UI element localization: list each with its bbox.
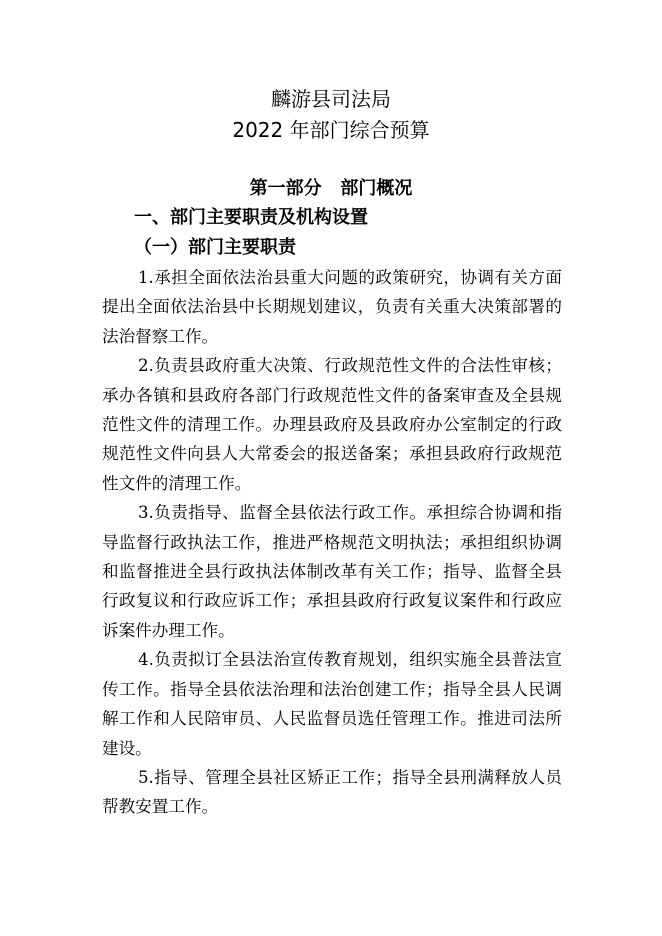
body-text — [102, 263, 562, 822]
document-title-organization: 麟游县司法局 — [271, 87, 391, 111]
section-heading: 一、部门主要职责及机构设置 — [134, 207, 368, 228]
paragraph-1: 1.承担全面依法治县重大问题的政策研究，协调有关方面提出全面依法治县中长期规划建议，负责有关重大决策部署的法治督察工作。 — [102, 268, 562, 346]
paragraph-4: 4.负责拟订全县法治宣传教育规划，组织实施全县普法宣传工作。指导全县依法治理和法治创建工作；指导全县人民调解工作和人民陪审员、人民监督员选任管理工作。推进司法所建设。 — [102, 650, 562, 758]
paragraph-3: 3.负责指导、监督全县依法行政工作。承担综合协调和指导监督行政执法工作，推进严格规范文明执法；承担组织协调和监督推进全县行政执法体制改革有关工作；指导、监督全县行政复议和行政应诉工作；承担县政府行政复议案件和行政应诉案件办理工作。 — [102, 503, 562, 640]
subsection-heading: （一）部门主要职责 — [134, 237, 296, 258]
paragraph-5: 5.指导、管理全县社区矫正工作；指导全县刑满释放人员帮教安置工作。 — [102, 767, 562, 817]
paragraph-2: 2.负责县政府重大决策、行政规范性文件的合法性审核；承办各镇和县政府各部门行政规范性文件的备案审查及全县规范性文件的清理工作。办理县政府及县政府办公室制定的行政规范性文件向县人大常委会的报送备案；承担县政府行政规范性文件的清理工作。 — [102, 356, 562, 493]
document-title-budget: 2022 年部门综合预算 — [232, 118, 430, 142]
part-heading: 第一部分 部门概况 — [249, 178, 413, 199]
